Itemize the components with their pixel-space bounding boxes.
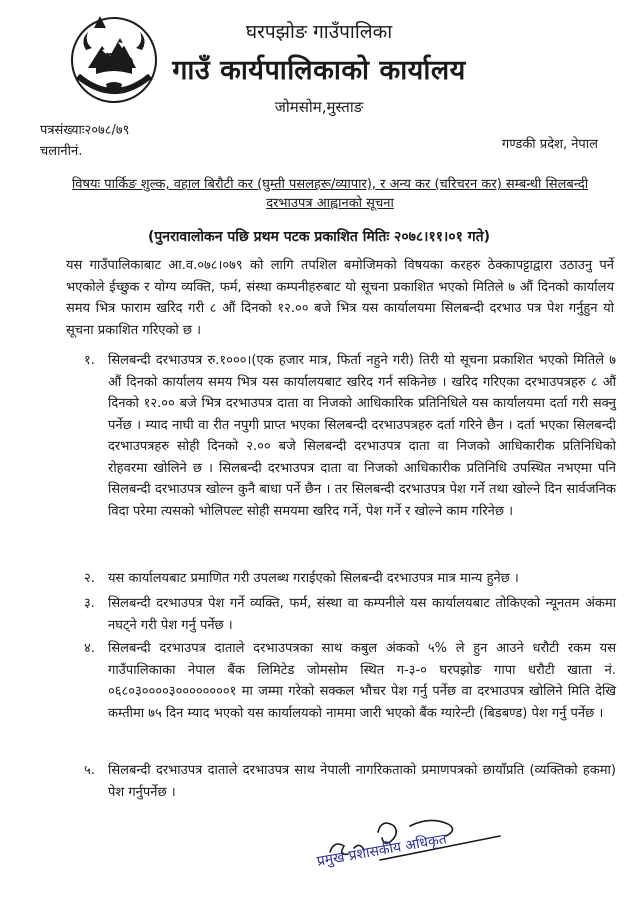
subject-line-1: विषयः पार्किङ शुल्क, वहाल बिरौटी कर (घुम्ती पसलहरू/व्यापार), र अन्य कर (चरिचरन कर) सम्बन्धी सिलबन्दी [71, 177, 589, 192]
subject-heading [60, 175, 600, 213]
item-number: ३. [84, 596, 95, 611]
item-number: ५. [84, 763, 95, 778]
dispatch-number: चलानीनं. [40, 144, 83, 159]
item-number: १. [84, 353, 95, 368]
signatory-title: प्रमुख प्रशासकीय अधिकृत [315, 831, 448, 870]
office-location: जोमसोम,मुस्ताङ [274, 98, 364, 116]
office-name: गाउँ कार्यपालिकाको कार्यालय [172, 55, 466, 86]
intro-paragraph: यस गाउँपालिकाबाट आ.व.०७८।०७९ को लागि तपशिल बमोजिमको विषयका करहरु ठेक्कापट्टाद्वारा उठाउनु पर्ने भएकोले ईच्छुक र योग्य व्यक्ति, फर्म, संस्था कम्पनीहरुबाट यो सूचना प्रकाशित भएको मितिले ७ औं दिनको कार्यालय समय भित्र फाराम खरिद गरी ८ औं दिनको १२.०० बजे भित्र यस कार्यालयमा सिलबन्दी दरभाउ पत्र पेश गर्नुहुन यो सूचना प्रकाशित गरिएको छ । [66, 258, 614, 338]
item-number: २. [84, 571, 95, 586]
municipality-name: घरपझोङ गाउँपालिका [245, 21, 393, 43]
item-text: सिलबन्दी दरभाउपत्र रु.१०००।(एक हजार मात्र, फिर्ता नहुने गरी) तिरी यो सूचना प्रकाशित भएको मितिले ७ औं दिनको कार्यालय समय भित्र यस कार्यालयबाट खरिद गर्न सकिनेछ । खरिद गरिएका दरभाउपत्रहरु ८ औं दिनको १२.०० बजे भित्र दरभाउपत्र दाता वा निजको आधिकारिक प्रतिनिधिले यस कार्यालयमा दर्ता गरी सक्नु पर्नेछ । म्याद नाघी वा रीत नपुगी प्राप्त भएका सिलबन्दी दरभाउपत्रहरु दर्ता गरिने छैन । दर्ता भएका सिलबन्दी दरभाउपत्रहरु सोही दिनको २.०० बजे सिलबन्दी दरभाउपत्र दाता वा निजको आधिकारीक प्रतिनिधिको रोहवरमा खोलिने छ । सिलबन्दी दरभाउपत्र दाता वा निजको आधिकारीक प्रतिनिधि उपस्थित नभएमा पनि सिलबन्दी दरभाउपत्र खोल्न कुनै बाधा पर्ने छैन । तर सिलबन्दी दरभाउपत्र पेश गर्ने तथा खोल्ने दिन सार्वजनिक विदा परेमा त्यसको भोलिपल्ट सोही समयमा खरिद गर्ने, पेश गर्ने र खोल्ने काम गरिनेछ । [108, 353, 616, 519]
item-text: यस कार्यालयबाट प्रमाणित गरी उपलब्ध गराईएको सिलबन्दी दरभाउपत्र मात्र मान्य हुनेछ । [108, 571, 519, 586]
item-number: ४. [84, 641, 95, 656]
republished-date: (पुनरावालोकन पछि प्रथम पटक प्रकाशित मितिः २०७८।११।०१ गते) [147, 229, 491, 245]
item-text: सिलबन्दी दरभाउपत्र पेश गर्ने व्यक्ति, फर्म, संस्था वा कम्पनीले यस कार्यालयबाट तोकिएको न्यूनतम अंकमा नघट्ने गरी पेश गर्नु पर्नेछ । [108, 596, 616, 633]
reference-number: पत्रसंख्याः२०७८/७९ [40, 123, 130, 138]
item-text: सिलबन्दी दरभाउपत्र दाताले दरभाउपत्रका साथ कबुल अंकको ५% ले हुन आउने धरौटी रकम यस गाउँपालिकाका नेपाल बैंक लिमिटेड जोमसोम स्थित ग-३-० घरपझोङ गापा धरौटी खाता नं. ०६८०३००००३००००००००१ मा जम्मा गरेको सक्कल भौचर पेश गर्नु पर्नेछ वा दरभाउपत्र खोलिने मिति देखि कम्तीमा ७५ दिन म्याद भएको यस कार्यालयको नाममा जारी भएको बैंक ग्यारेन्टी (बिडबण्ड) पेश गर्नु पर्नेछ । [108, 641, 616, 721]
province-label: गण्डकी प्रदेश, नेपाल [501, 137, 598, 152]
subject-line-2: दरभाउपत्र आह्वानको सूचना [266, 196, 394, 211]
item-text: सिलबन्दी दरभाउपत्र दाताले दरभाउपत्र साथ नेपाली नागरिकताको प्रमाणपत्रको छायाँप्रति (व्यक्तिको हकमा) पेश गर्नुपर्नेछ । [108, 763, 616, 800]
